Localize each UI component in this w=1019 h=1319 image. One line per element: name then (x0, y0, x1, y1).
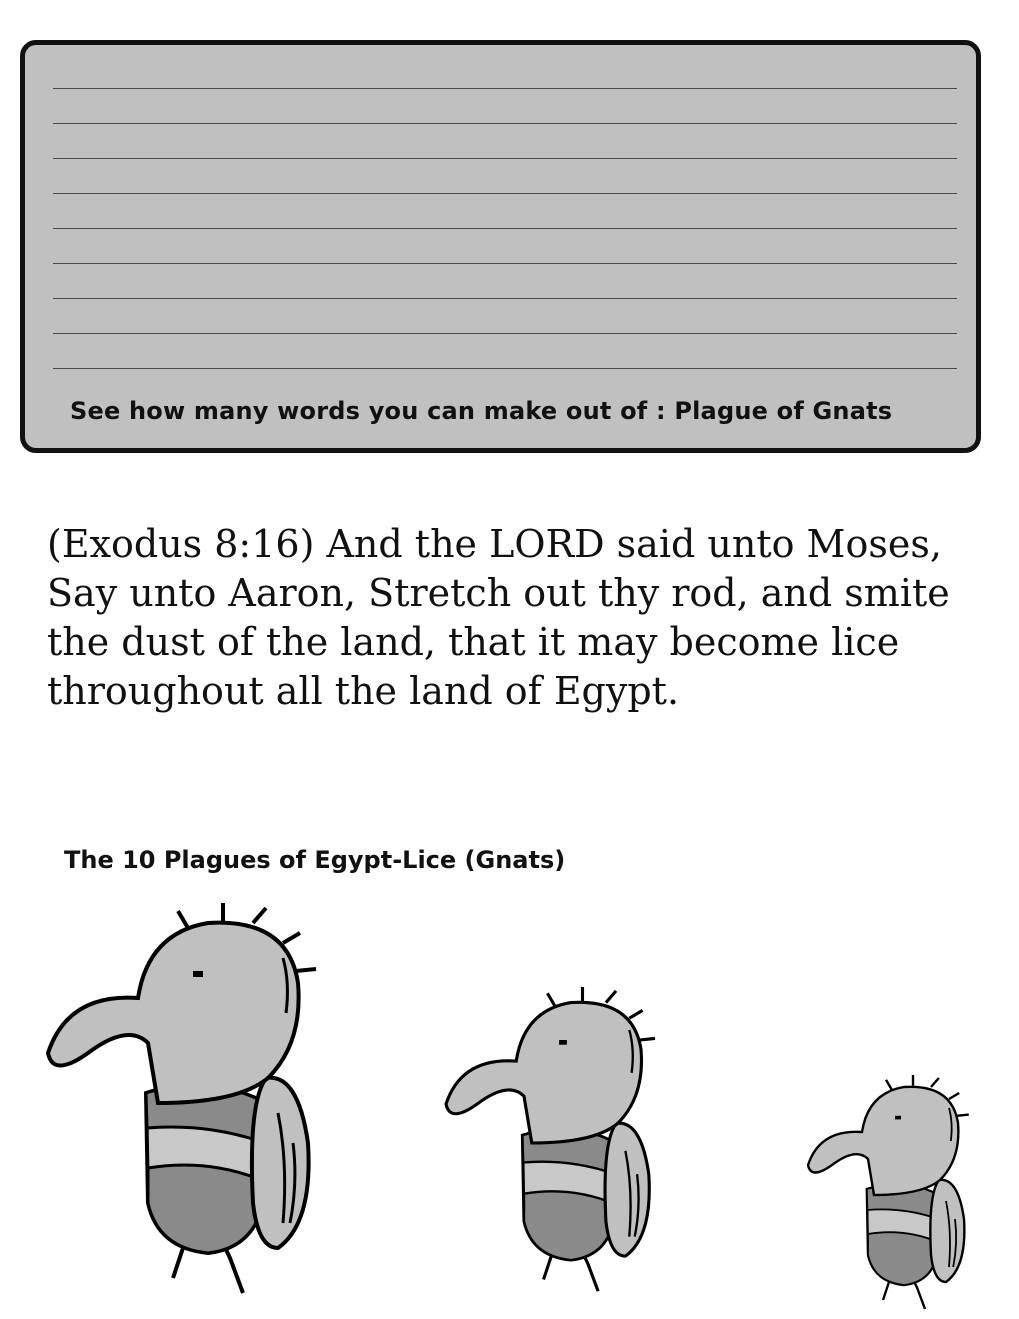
writing-line (53, 368, 957, 369)
bible-verse (47, 520, 987, 716)
writing-line (53, 123, 957, 124)
verse-line: (Exodus 8:16) And the LORD said unto Moses, (47, 522, 942, 566)
verse-line: throughout all the land of Egypt. (47, 669, 680, 713)
writing-line (53, 228, 957, 229)
writing-line (53, 263, 957, 264)
illustration-caption: The 10 Plagues of Egypt-Lice (Gnats) (64, 846, 566, 874)
writing-line (53, 158, 957, 159)
word-activity-prompt: See how many words you can make out of : Plague of Gnats (70, 397, 893, 425)
writing-line (53, 333, 957, 334)
verse-line: the dust of the land, that it may become lice (47, 620, 900, 664)
writing-line (53, 88, 957, 89)
gnats-illustration (0, 880, 1019, 1319)
writing-line (53, 298, 957, 299)
writing-line (53, 193, 957, 194)
verse-line: Say unto Aaron, Stretch out thy rod, and smite (47, 571, 950, 615)
word-activity-box (20, 40, 981, 453)
